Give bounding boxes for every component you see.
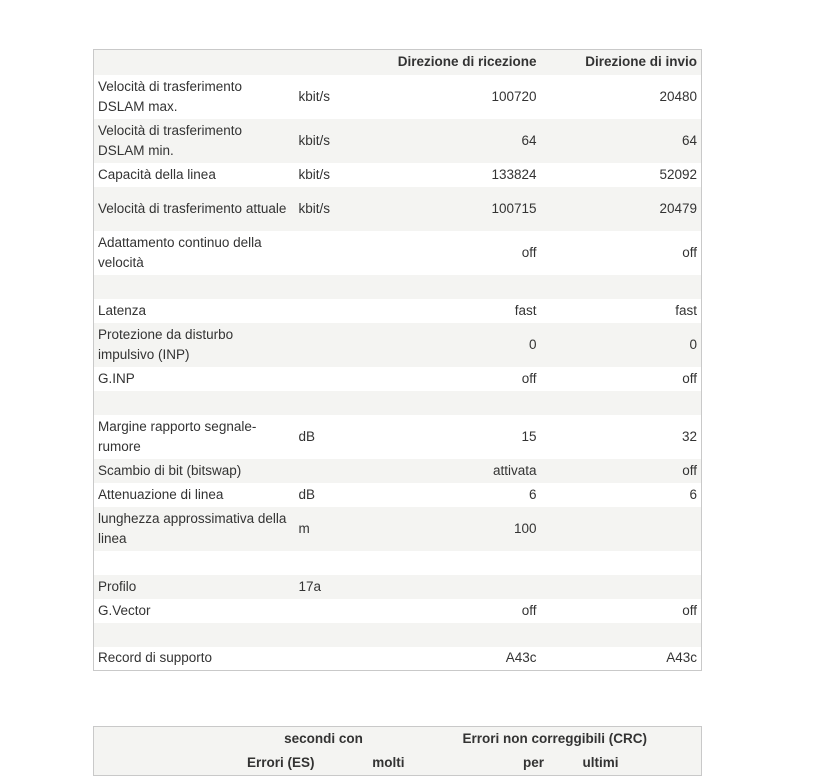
table-row — [94, 275, 702, 299]
row-send-value: 64 — [681, 132, 697, 148]
error-stats-table — [93, 726, 702, 776]
row-unit: kbit/s — [298, 166, 331, 182]
row-send-value — [541, 575, 702, 599]
row-send-value — [541, 391, 702, 415]
row-label: Profilo — [98, 578, 137, 594]
row-send-value — [541, 507, 702, 551]
row-label: G.Vector — [98, 602, 151, 618]
table-row — [94, 507, 702, 551]
row-send-value: off — [682, 462, 697, 478]
row-receive-value: 6 — [528, 486, 537, 502]
row-label — [94, 275, 295, 299]
row-label: lunghezza approssimativa della linea — [98, 510, 287, 546]
row-send-value — [541, 275, 702, 299]
header-send-direction: Direzione di invio — [585, 54, 697, 70]
row-label — [94, 391, 295, 415]
row-unit — [295, 367, 389, 391]
row-receive-value — [389, 623, 541, 647]
table-row — [94, 163, 702, 187]
row-unit: kbit/s — [298, 132, 331, 148]
row-unit — [295, 275, 389, 299]
row-unit — [295, 599, 389, 623]
table-row — [94, 367, 702, 391]
row-receive-value: off — [521, 244, 537, 260]
row-unit — [295, 231, 389, 275]
row-label: Attenuazione di linea — [98, 486, 224, 502]
row-receive-value: attivata — [492, 462, 537, 478]
row-receive-value — [389, 275, 541, 299]
row-label: Velocità di trasferimento DSLAM min. — [98, 122, 243, 158]
row-label: Adattamento continuo della velocità — [98, 234, 262, 270]
row-label: Record di supporto — [98, 650, 213, 666]
row-unit: kbit/s — [298, 88, 331, 104]
table-row — [94, 415, 702, 459]
row-receive-value: 100 — [513, 520, 537, 536]
row-label — [94, 551, 295, 575]
row-unit: m — [298, 520, 310, 536]
row-receive-value — [389, 551, 541, 575]
row-send-value: A43c — [666, 650, 697, 666]
row-receive-value: 64 — [521, 132, 537, 148]
row-send-value: 20479 — [659, 200, 697, 216]
row-unit — [295, 391, 389, 415]
row-send-value: 32 — [681, 428, 697, 444]
row-label: G.INP — [98, 370, 135, 386]
table-row — [94, 231, 702, 275]
row-label — [94, 623, 295, 647]
row-send-value: 6 — [689, 486, 697, 502]
row-receive-value: off — [521, 602, 537, 618]
row-label: Latenza — [98, 302, 147, 318]
row-send-value: fast — [675, 302, 697, 318]
row-unit — [295, 459, 389, 483]
row-unit — [295, 647, 389, 671]
row-send-value — [541, 551, 702, 575]
table-header-row — [94, 50, 702, 75]
row-unit — [295, 323, 389, 367]
row-receive-value: 100720 — [491, 88, 537, 104]
row-label: Velocità di trasferimento DSLAM max. — [98, 78, 243, 114]
row-unit — [295, 551, 389, 575]
row-receive-value: 133824 — [491, 166, 537, 182]
row-unit: dB — [298, 428, 316, 444]
row-send-value: off — [682, 602, 697, 618]
row-unit: dB — [298, 486, 316, 502]
row-label: Velocità di trasferimento attuale — [98, 200, 287, 216]
header-label — [94, 50, 295, 75]
errors-es-header: Errori (ES) — [246, 755, 315, 771]
error-header-row-1 — [94, 727, 702, 752]
row-receive-value: 15 — [521, 428, 537, 444]
table-row — [94, 299, 702, 323]
many-header: molti — [372, 755, 405, 771]
row-send-value: off — [682, 244, 697, 260]
dsl-info-table — [93, 49, 702, 671]
row-label: Capacità della linea — [98, 166, 216, 182]
row-send-value: 20480 — [659, 88, 697, 104]
row-unit: 17a — [298, 578, 322, 594]
table-row — [94, 323, 702, 367]
table-row — [94, 119, 702, 163]
error-header-row-2 — [94, 752, 702, 776]
row-unit — [295, 623, 389, 647]
table-row — [94, 551, 702, 575]
row-label: Scambio di bit (bitswap) — [98, 462, 242, 478]
row-receive-value: 100715 — [491, 200, 537, 216]
row-receive-value — [389, 391, 541, 415]
row-send-value — [541, 623, 702, 647]
row-receive-value: fast — [514, 302, 537, 318]
table-row — [94, 483, 702, 507]
table-row — [94, 459, 702, 483]
row-receive-value: off — [521, 370, 537, 386]
row-send-value: 52092 — [659, 166, 697, 182]
crc-errors-header: Errori non correggibili (CRC) — [462, 731, 648, 747]
table-row — [94, 599, 702, 623]
row-label: Margine rapporto segnale-rumore — [98, 418, 257, 454]
header-receive-direction: Direzione di ricezione — [397, 54, 537, 70]
row-send-value: off — [682, 370, 697, 386]
per-header: per — [523, 755, 545, 771]
table-row — [94, 75, 702, 119]
row-unit — [295, 299, 389, 323]
row-receive-value — [389, 575, 541, 599]
table-row — [94, 623, 702, 647]
table-row — [94, 391, 702, 415]
table-row — [94, 647, 702, 671]
row-receive-value: A43c — [505, 650, 537, 666]
last-header: ultimi — [582, 755, 619, 771]
row-label: Protezione da disturbo impulsivo (INP) — [98, 326, 234, 362]
header-unit — [295, 50, 389, 75]
table-row — [94, 575, 702, 599]
seconds-with-header: secondi con — [284, 731, 363, 747]
row-receive-value: 0 — [528, 336, 537, 352]
table-row — [94, 187, 702, 231]
row-send-value: 0 — [689, 336, 697, 352]
row-unit: kbit/s — [298, 200, 331, 216]
